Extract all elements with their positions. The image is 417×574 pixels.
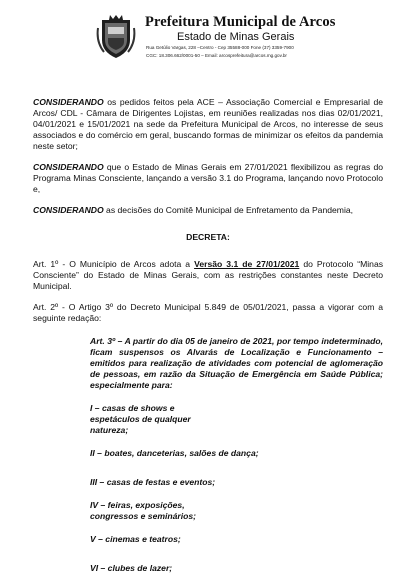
municipality-title: Prefeitura Municipal de Arcos bbox=[145, 14, 336, 30]
considerando-text: que o Estado de Minas Gerais em 27/01/2021 flexibilizou as regras do Programa Minas Consciente, lançando a versão 3.1 do Programa, lançando novo Protocolo e, bbox=[33, 162, 383, 194]
list-item: II – boates, danceterias, salões de dança; bbox=[90, 448, 259, 458]
list-item: III – casas de festas e eventos; bbox=[90, 477, 216, 487]
article-2: Art. 2º - O Artigo 3º do Decreto Municipal 5.849 de 05/01/2021, passa a vigorar com a seguinte redação: bbox=[33, 302, 383, 323]
address-line: Rua Getúlio Vargas, 228 –Centro - Cep 35588-000 Fone (37) 3359-7900 bbox=[146, 45, 294, 50]
article-1-lead: Art. 1º - O Município de Arcos adota a bbox=[33, 259, 195, 269]
coat-of-arms-icon bbox=[96, 14, 136, 60]
contact-line: CGC: 18.306.662/0001-50 – Email: arcosprefeitura@arcos.mg.gov.br bbox=[146, 53, 287, 58]
article-3-quote: Art. 3º – A partir do dia 05 de janeiro de 2021, por tempo indeterminado, ficam suspensos os Alvarás de Localização e Funcionamento – emitidos para realização de atividades com potencial de aglomeração de pessoas, em razão da Situação de Emergência em Saúde Pública; especialmente para: bbox=[90, 336, 383, 390]
version-highlight: Versão 3.1 de 27/01/2021 bbox=[194, 259, 300, 269]
considerando-text: as decisões do Comitê Municipal de Enfretamento da Pandemia, bbox=[103, 205, 354, 215]
considerando-text: os pedidos feitos pela ACE – Associação Comercial e Empresarial de Arcos/ CDL - Câmara de Dirigentes Lojistas, em reuniões realizadas nos dias 02/01/2021, 04/01/2021 e 15/01/2021 na sede da Prefeitura Municipal de Arcos, no interesse de seus associados e do comércio em geral, buscando formas de minimizar os efeitos da pandemia neste setor; bbox=[33, 97, 383, 151]
article-1 bbox=[33, 259, 383, 292]
decreta-heading: DECRETA: bbox=[186, 232, 230, 242]
considerando-paragraph-1 bbox=[33, 97, 383, 152]
list-item: I – casas de shows e espetáculos de qualquer natureza; bbox=[90, 403, 191, 435]
letterhead bbox=[96, 14, 356, 70]
list-item: VI – clubes de lazer; bbox=[90, 563, 173, 573]
state-subtitle: Estado de Minas Gerais bbox=[177, 31, 295, 43]
considerando-keyword: CONSIDERANDO bbox=[33, 97, 104, 107]
decree-body bbox=[33, 97, 383, 574]
list-item: IV – feiras, exposições, congressos e seminários; bbox=[90, 500, 197, 521]
considerando-keyword: CONSIDERANDO bbox=[33, 205, 104, 215]
list-item: V – cinemas e teatros; bbox=[90, 534, 181, 544]
considerando-paragraph-2 bbox=[33, 162, 383, 195]
considerando-paragraph-3 bbox=[33, 205, 383, 216]
article-1-rest: do Protocolo “Minas Consciente” do Estado de Minas Gerais, com as restrições constantes neste Decreto Municipal. bbox=[33, 259, 384, 291]
considerando-keyword: CONSIDERANDO bbox=[33, 162, 104, 172]
